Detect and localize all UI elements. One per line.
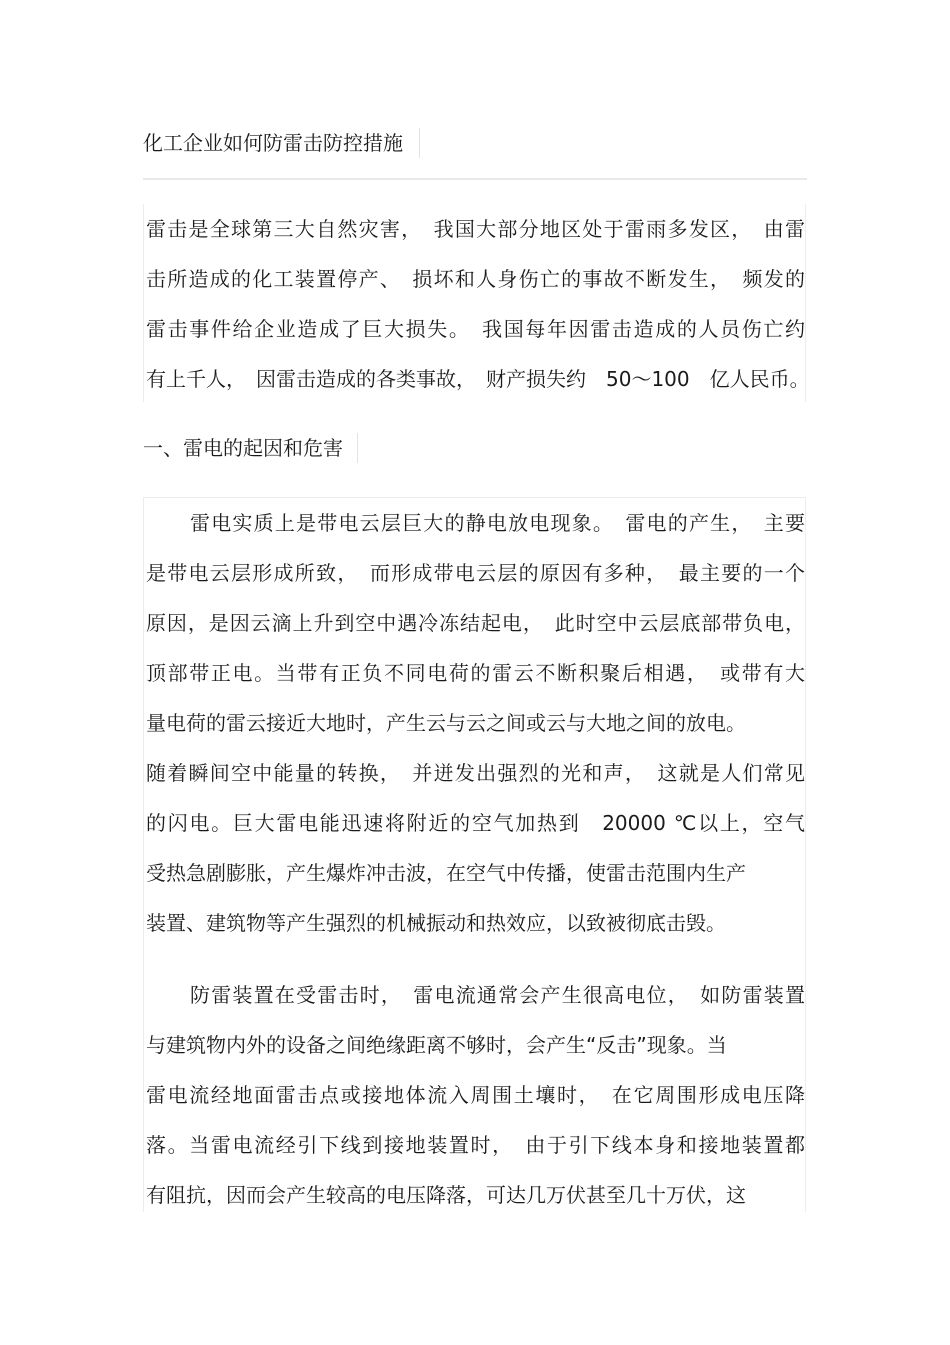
paragraph-line: 原因，是因云滴上升到空中遇冷冻结起电， 此时空中云层底部带负电，: [146, 611, 805, 635]
paragraph-line: 量电荷的雷云接近大地时，产生云与云之间或云与大地之间的放电。: [146, 711, 746, 735]
paragraph-line: 雷电实质上是带电云层巨大的静电放电现象。 雷电的产生， 主要: [190, 511, 805, 535]
paragraph-line: 受热急剧膨胀，产生爆炸冲击波，在空气中传播，使雷击范围内生产: [146, 861, 746, 885]
paragraph-line: 落。当雷电流经引下线到接地装置时， 由于引下线本身和接地装置都: [146, 1133, 805, 1157]
paragraph-line: 与建筑物内外的设备之间绝缘距离不够时，会产生“反击”现象。当: [146, 1033, 727, 1057]
intro-line: 雷击是全球第三大自然灾害， 我国大部分地区处于雷雨多发区， 由雷: [146, 217, 805, 241]
section-body: [143, 497, 806, 1212]
intro-line: 有上千人， 因雷击造成的各类事故， 财产损失约 50～100 亿人民币。: [146, 367, 810, 391]
intro-paragraph: [143, 204, 810, 402]
paragraph-line: 装置、建筑物等产生强烈的机械振动和热效应，以致被彻底击毁。: [146, 911, 726, 935]
paragraph-line: 雷电流经地面雷击点或接地体流入周围土壤时， 在它周围形成电压降: [146, 1083, 805, 1107]
paragraph-line: 防雷装置在受雷击时， 雷电流通常会产生很高电位， 如防雷装置: [190, 983, 805, 1007]
paragraph-line: 随着瞬间空中能量的转换， 并迸发出强烈的光和声， 这就是人们常见: [146, 761, 805, 785]
paragraph-line: 有阻抗，因而会产生较高的电压降落，可达几万伏甚至几十万伏，这: [146, 1183, 746, 1207]
intro-line: 雷击事件给企业造成了巨大损失。 我国每年因雷击造成的人员伤亡约: [146, 317, 805, 341]
document-title: 化工企业如何防雷击防控措施: [143, 128, 420, 158]
paragraph-gap: [144, 948, 805, 970]
title-divider: [143, 178, 807, 180]
section-heading: 一、雷电的起因和危害: [143, 433, 358, 463]
intro-line: 击所造成的化工装置停产、 损坏和人身伤亡的事故不断发生， 频发的: [146, 267, 805, 291]
paragraph-line: 的闪电。巨大雷电能迅速将附近的空气加热到 20000 ℃以上，空气: [146, 811, 805, 835]
paragraph-line: 顶部带正电。当带有正负不同电荷的雷云不断积聚后相遇， 或带有大: [146, 661, 805, 685]
paragraph-line: 是带电云层形成所致， 而形成带电云层的原因有多种， 最主要的一个: [146, 561, 805, 585]
